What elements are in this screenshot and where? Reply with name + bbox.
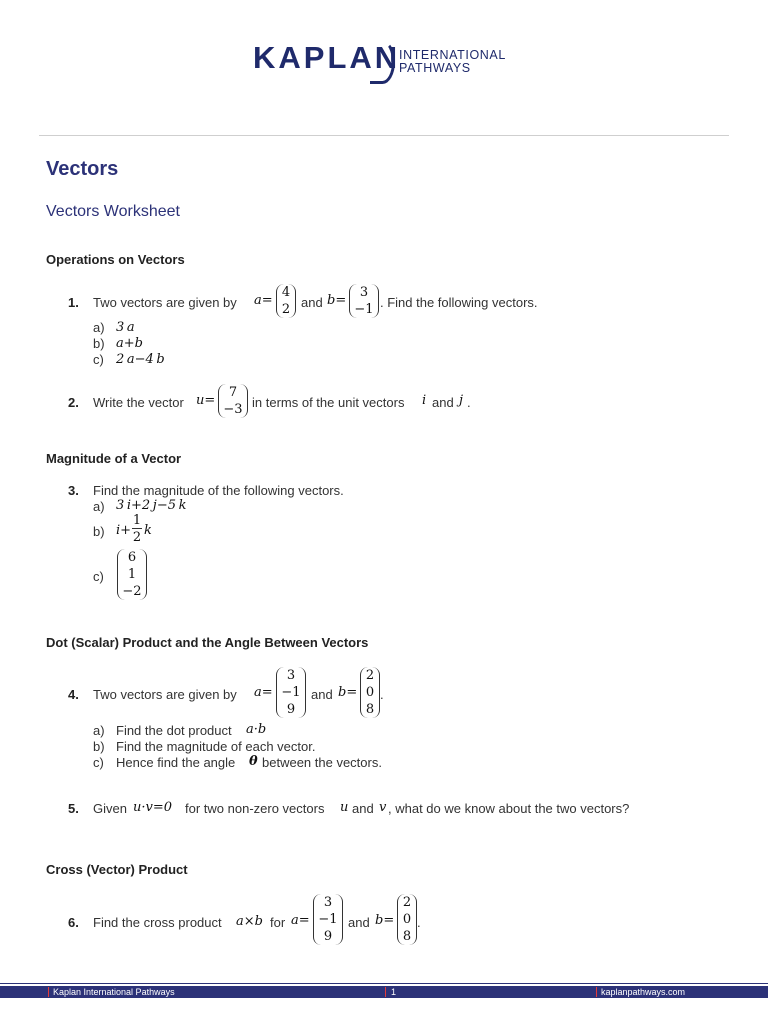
q1-part-label-a: a) [93, 320, 105, 335]
q5-text-2: for two non-zero vectors [185, 801, 325, 816]
header-divider [39, 135, 729, 136]
q1-a-eq: a= [254, 293, 273, 308]
q4-part-post-c: between the vectors. [262, 755, 382, 770]
q3-part-expr-a: 3 i+2 j−5 k [116, 498, 187, 513]
q3-part-expr-b-pre: i+ [116, 523, 132, 538]
question-number-2: 2. [68, 395, 79, 410]
q4-a-component-3: 9 [286, 702, 296, 717]
q6-a-component-2: −1 [318, 912, 338, 927]
footer-rule [0, 983, 768, 984]
q1-vector-b [349, 284, 379, 318]
section-heading-magnitude: Magnitude of a Vector [46, 451, 182, 466]
q5-u: u [340, 800, 349, 815]
q4-vector-a [276, 667, 306, 718]
q3-part-label-a: a) [93, 499, 105, 514]
q1-part-expr-c: 2 a−4 b [116, 352, 165, 367]
q6-a-component-1: 3 [323, 895, 333, 910]
q1-part-expr-b: a+b [116, 336, 143, 351]
q1-a-component-2: 2 [281, 302, 291, 317]
q5-and: and [352, 801, 374, 816]
q6-and: and [348, 915, 370, 930]
footer-divider-left [48, 987, 49, 997]
footer-page-number: 1 [391, 987, 397, 997]
q4-part-expr-c: θ [249, 754, 258, 769]
question-number-4: 4. [68, 687, 79, 702]
q4-a-component-1: 3 [286, 668, 296, 683]
kaplan-logo: KAPLAN [253, 40, 401, 75]
q6-vector-a [313, 894, 343, 945]
q5-text-3: , what do we know about the two vectors? [388, 801, 630, 816]
question-number-3: 3. [68, 483, 79, 498]
q6-expr: a×b [236, 914, 263, 929]
q1-b-component-2: −1 [354, 302, 374, 317]
logo-arc-icon [370, 40, 395, 84]
logo-sub-international: INTERNATIONAL [399, 48, 506, 62]
q1-b-eq: b= [327, 293, 347, 308]
q1-and: and [301, 295, 323, 310]
footer-website-link[interactable]: kaplanpathways.com [601, 987, 686, 997]
q6-b-eq: b= [375, 913, 395, 928]
q4-a-component-2: −1 [281, 685, 301, 700]
section-heading-dot-product: Dot (Scalar) Product and the Angle Between Vectors [46, 635, 369, 650]
q2-vector-u [218, 384, 248, 418]
q6-a-component-3: 9 [323, 929, 333, 944]
q6-text: Find the cross product [93, 915, 222, 930]
q1-text: Two vectors are given by [93, 295, 237, 310]
q2-u-component-2: −3 [223, 402, 243, 417]
q4-b-eq: b= [338, 685, 358, 700]
q3-fraction-numerator: 1 [132, 513, 142, 528]
q4-part-text-a: Find the dot product [116, 723, 232, 738]
q2-and: and [432, 395, 454, 410]
question-number-6: 6. [68, 915, 79, 930]
q4-part-label-c: c) [93, 755, 104, 770]
q4-part-label-a: a) [93, 723, 105, 738]
q3-c-component-1: 6 [127, 550, 137, 565]
q6-a-eq: a= [291, 913, 310, 928]
q4-b-component-1: 2 [365, 668, 375, 683]
q4-vector-b [360, 667, 380, 718]
q4-part-label-b: b) [93, 739, 105, 754]
q6-vector-b [397, 894, 417, 945]
section-heading-cross-product: Cross (Vector) Product [46, 862, 188, 877]
q6-b-component-3: 8 [402, 929, 412, 944]
q6-for: for [270, 915, 286, 930]
footer-divider-right [596, 987, 597, 997]
q6-b-component-2: 0 [402, 912, 412, 927]
q2-u-eq: u= [196, 393, 216, 408]
question-number-5: 5. [68, 801, 79, 816]
footer-left-text: Kaplan International Pathways [53, 987, 175, 997]
page-subtitle: Vectors Worksheet [46, 203, 180, 220]
q3-part-expr-b-post: k [144, 523, 152, 538]
q3-text: Find the magnitude of the following vectors. [93, 483, 344, 498]
q1-vector-a [276, 284, 296, 318]
q3-part-label-b: b) [93, 524, 105, 539]
q4-b-component-3: 8 [365, 702, 375, 717]
section-heading-operations: Operations on Vectors [46, 252, 185, 267]
q3-c-component-2: 1 [127, 567, 137, 582]
q5-text: Given [93, 801, 127, 816]
q2-text-2: in terms of the unit vectors [252, 395, 405, 410]
q3-part-label-c: c) [93, 569, 104, 584]
logo-subtitle [399, 49, 506, 75]
q3-vector-c [117, 549, 147, 600]
q4-part-expr-a: a·b [246, 722, 267, 737]
q1-a-component-1: 4 [281, 285, 291, 300]
logo-sub-pathways: PATHWAYS [399, 61, 471, 75]
q1-part-label-c: c) [93, 352, 104, 367]
question-number-1: 1. [68, 295, 79, 310]
q1-part-label-b: b) [93, 336, 105, 351]
q2-i: i [422, 393, 427, 408]
q4-b-component-2: 0 [365, 685, 375, 700]
q4-part-text-b: Find the magnitude of each vector. [116, 739, 316, 754]
q4-part-text-c: Hence find the angle [116, 755, 236, 770]
q1-part-expr-a: 3 a [116, 320, 135, 335]
q2-text: Write the vector [93, 395, 184, 410]
q2-j: j [459, 393, 464, 408]
q4-a-eq: a= [254, 685, 273, 700]
q2-end: . [467, 395, 471, 410]
q4-and: and [311, 687, 333, 702]
q1-b-component-1: 3 [359, 285, 369, 300]
q1-text-2: . Find the following vectors. [380, 295, 538, 310]
q5-expr: u·v=0 [133, 800, 173, 815]
q4-end: . [380, 687, 384, 702]
q5-v: v [379, 800, 387, 815]
footer-divider-center [385, 987, 386, 997]
q6-b-component-1: 2 [402, 895, 412, 910]
q3-fraction-denominator: 2 [132, 530, 142, 545]
q6-end: . [417, 915, 421, 930]
page-title: Vectors [46, 158, 119, 180]
q3-c-component-3: −2 [122, 584, 142, 599]
q4-text: Two vectors are given by [93, 687, 237, 702]
q2-u-component-1: 7 [228, 385, 238, 400]
